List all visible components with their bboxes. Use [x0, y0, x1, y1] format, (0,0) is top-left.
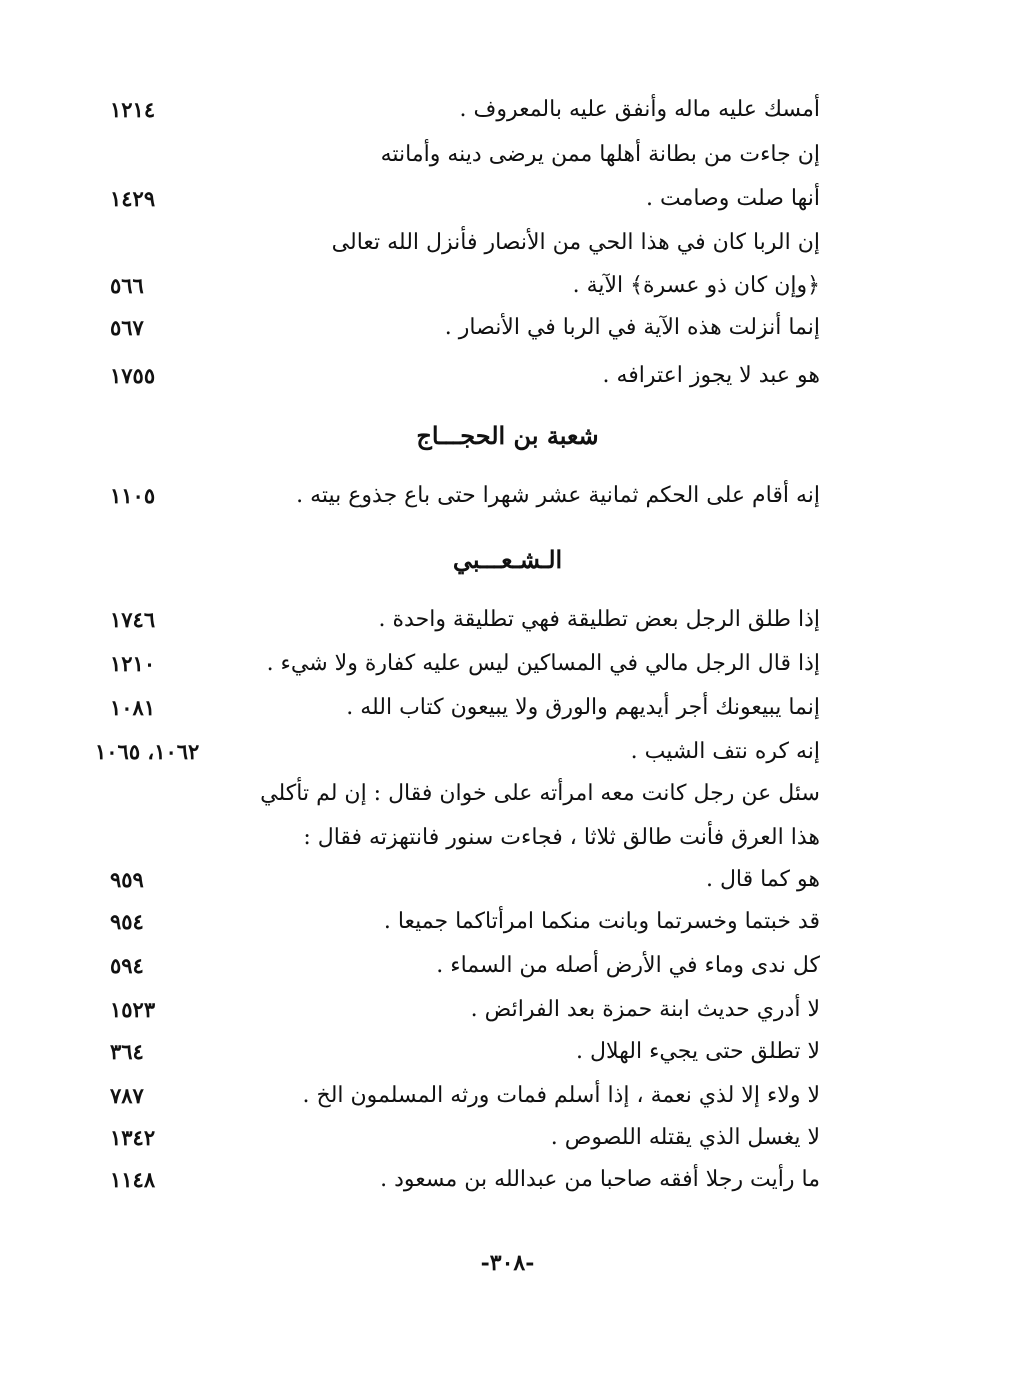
entry-text: أنها صلت وصامت . [645, 185, 820, 211]
entry-ref [110, 772, 240, 814]
entry-ref: ١٠٦٢، ١٠٦٥ [95, 738, 200, 764]
section-heading: شعبة بن الحجـــاج [416, 421, 599, 450]
entry-text: إنه أقام على الحكم ثمانية عشر شهرا حتى باع جذوع بيته . [296, 482, 820, 508]
entry-text: ﴿وإن كان ذو عسرة﴾ الآية . [572, 272, 820, 298]
entry-ref: ١٤٢٩ [110, 185, 156, 211]
entry-ref: ١٥٢٣ [110, 996, 156, 1022]
entry-ref [110, 221, 240, 263]
entry-text: أمسك عليه ماله وأنفق عليه بالمعروف . [459, 96, 820, 122]
entry-ref: ١١٠٥ [110, 482, 156, 508]
entry-text: لا تطلق حتى يجيء الهلال . [576, 1038, 820, 1064]
entry-text: ما رأيت رجلا أفقه صاحبا من عبدالله بن مسعود . [380, 1166, 820, 1192]
entry-text: قد خبتما وخسرتما وبانت منكما امرأتاكما جميعا . [383, 908, 820, 934]
page-number: -٣٠٨- [480, 1250, 535, 1276]
entry-ref: ٥٦٦ [110, 272, 144, 298]
entry-text: إنما أنزلت هذه الآية في الربا في الأنصار . [444, 314, 820, 340]
entry-ref: ١٠٨١ [110, 694, 156, 720]
entry-ref: ١٣٤٢ [110, 1124, 156, 1150]
entry-text: هو عبد لا يجوز اعترافه . [602, 362, 820, 388]
entry-ref: ١٧٤٦ [110, 606, 156, 632]
entry-text: إن جاءت من بطانة أهلها ممن يرضى دينه وأمانته [380, 141, 820, 167]
entry-ref: ٥٩٤ [110, 952, 144, 978]
entry-ref: ١١٤٨ [110, 1166, 156, 1192]
entry-text: إنه كره نتف الشيب . [630, 738, 820, 764]
entry-ref: ٩٥٩ [110, 866, 144, 892]
entry-ref: ١٢١٠ [110, 650, 156, 676]
section-heading: الـشـعـــبي [452, 545, 563, 574]
entry-ref: ٩٥٤ [110, 908, 144, 934]
entry-text: لا ولاء إلا لذي نعمة ، إذا أسلم فمات ورثه المسلمون الخ . [302, 1082, 820, 1108]
entry-text: إنما يبيعونك أجر أيديهم والورق ولا يبيعون كتاب الله . [346, 694, 820, 720]
entry-ref: ٧٨٧ [110, 1082, 144, 1108]
entry-ref: ٣٦٤ [110, 1038, 144, 1064]
entry-text: إن الربا كان في هذا الحي من الأنصار فأنزل الله تعالى [331, 229, 820, 255]
entry-ref [110, 816, 240, 858]
entry-text: سئل عن رجل كانت معه امرأته على خوان فقال : إن لم تأكلي [260, 780, 820, 806]
entry-text: لا أدري حديث ابنة حمزة بعد الفرائض . [470, 996, 820, 1022]
entry-text: هو كما قال . [705, 866, 820, 892]
entry-text: كل ندى وماء في الأرض أصله من السماء . [436, 952, 820, 978]
entry-ref [110, 133, 240, 175]
entry-text: هذا العرق فأنت طالق ثلاثا ، فجاءت سنور فانتهزته فقال : [303, 824, 820, 850]
entry-ref: ١٧٥٥ [110, 362, 156, 388]
entry-text: إذا طلق الرجل بعض تطليقة فهي تطليقة واحدة . [378, 606, 820, 632]
entry-text: لا يغسل الذي يقتله اللصوص . [550, 1124, 820, 1150]
entry-ref: ٥٦٧ [110, 314, 144, 340]
entry-text: إذا قال الرجل مالي في المساكين ليس عليه كفارة ولا شيء . [266, 650, 820, 676]
entry-ref: ١٢١٤ [110, 96, 156, 122]
